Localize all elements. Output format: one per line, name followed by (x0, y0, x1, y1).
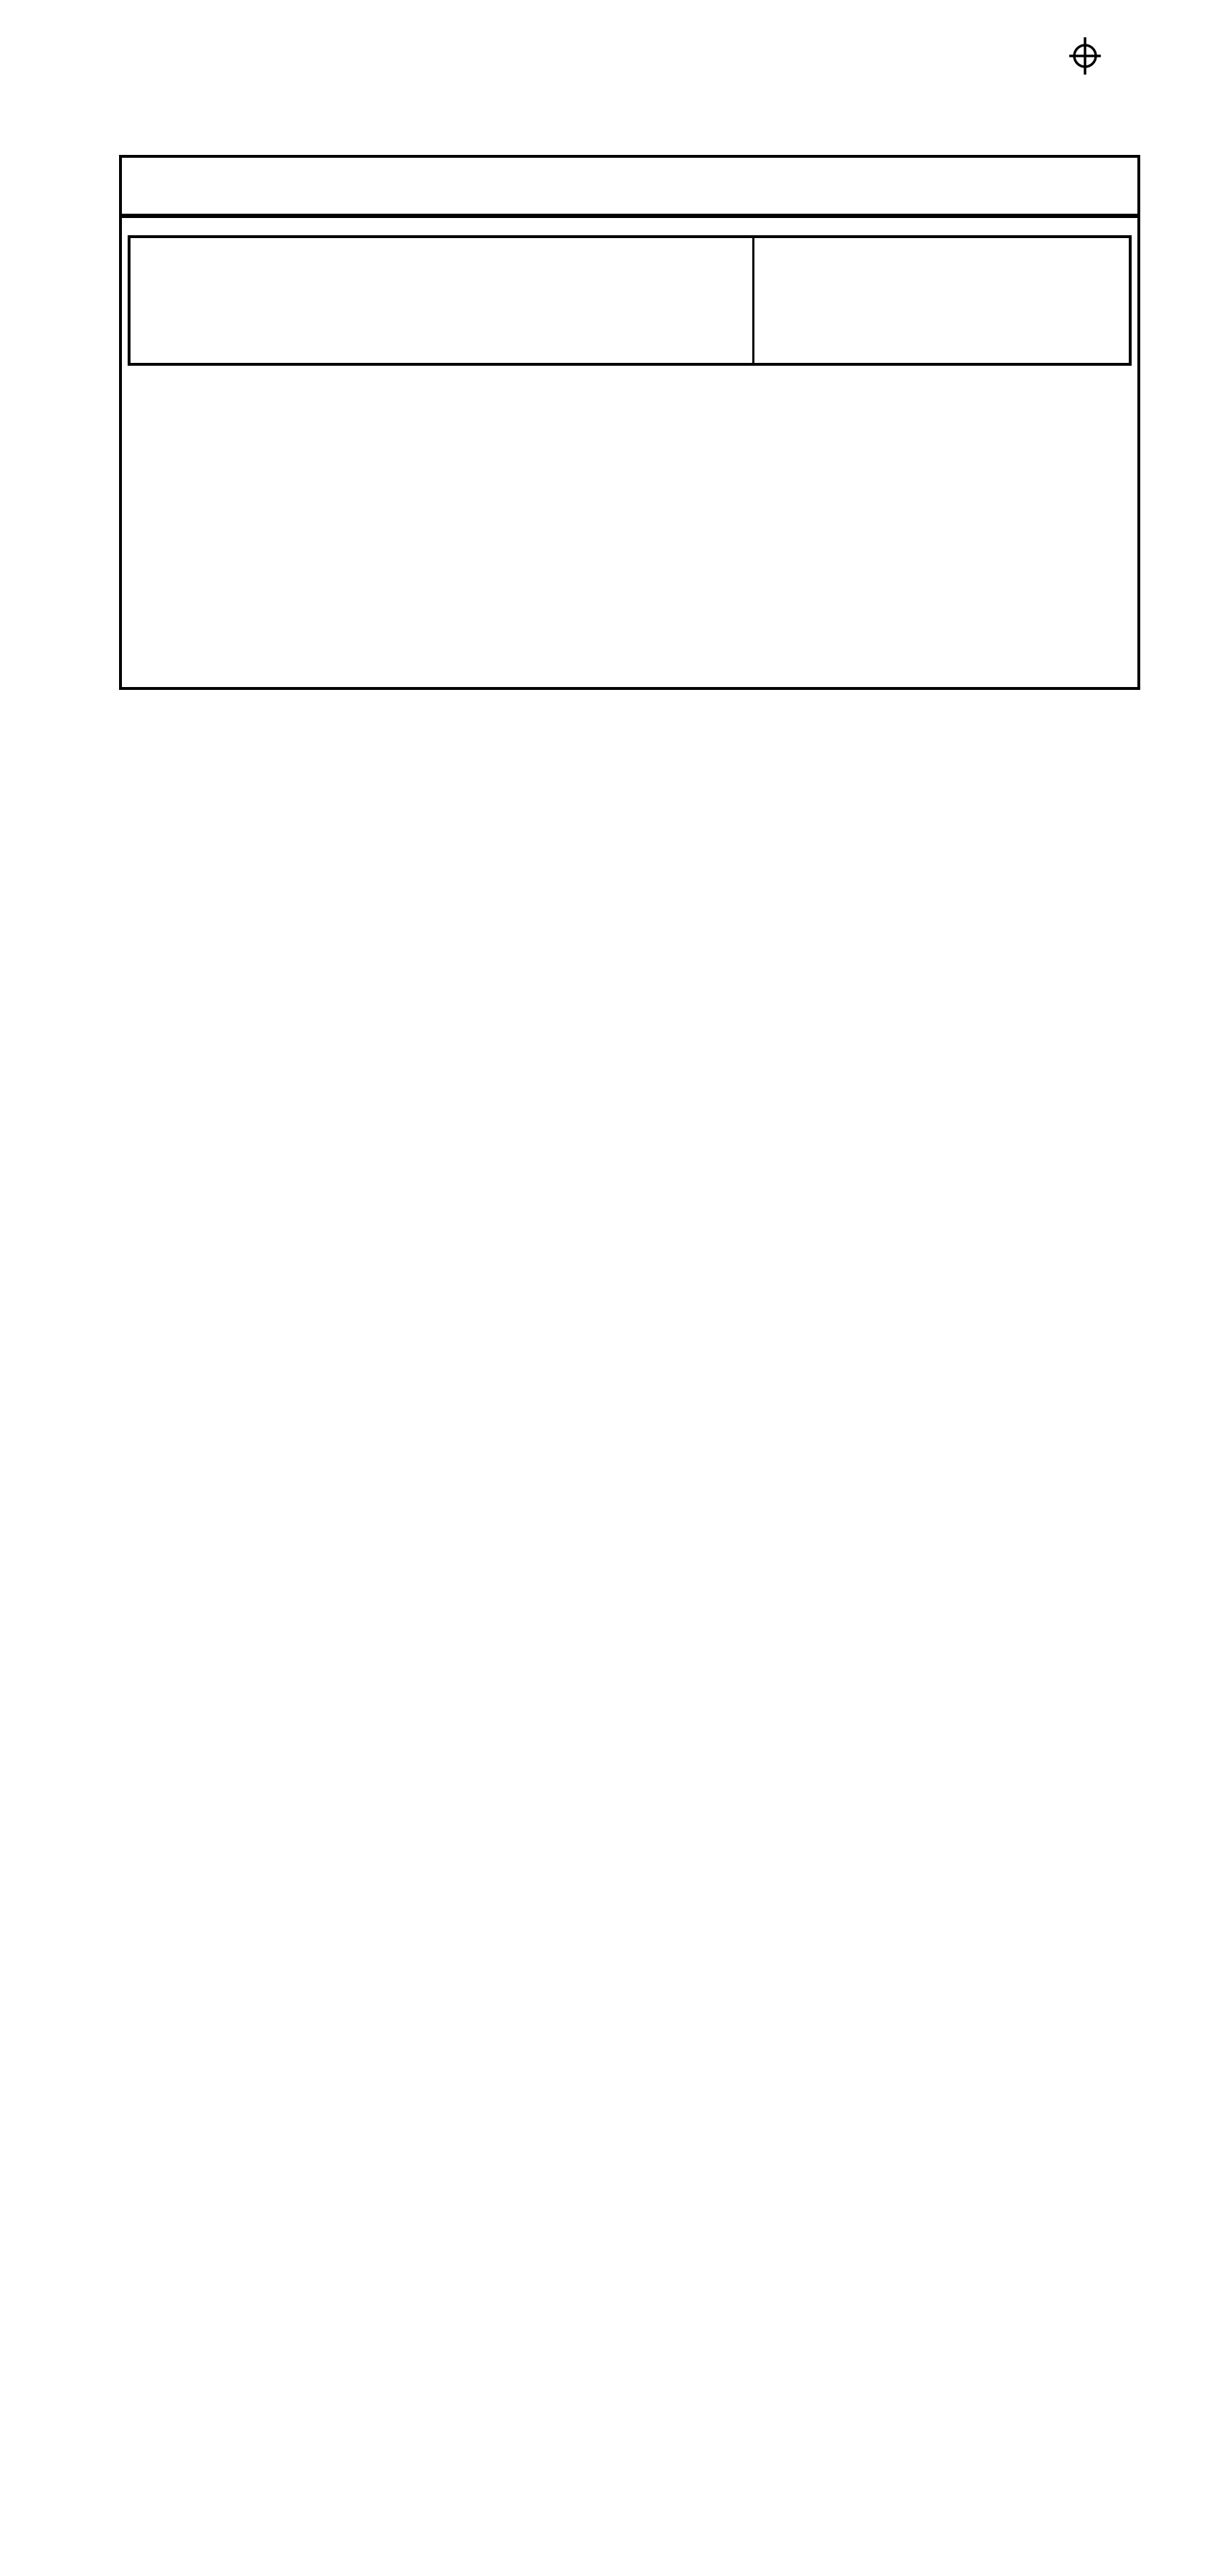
to-vote-cell (131, 238, 754, 363)
registration-crosshair-icon (1066, 37, 1104, 75)
instructions-box (128, 235, 1132, 366)
warning-cell (754, 238, 1129, 363)
county-block (122, 158, 1137, 218)
ballot-header (119, 155, 1140, 690)
